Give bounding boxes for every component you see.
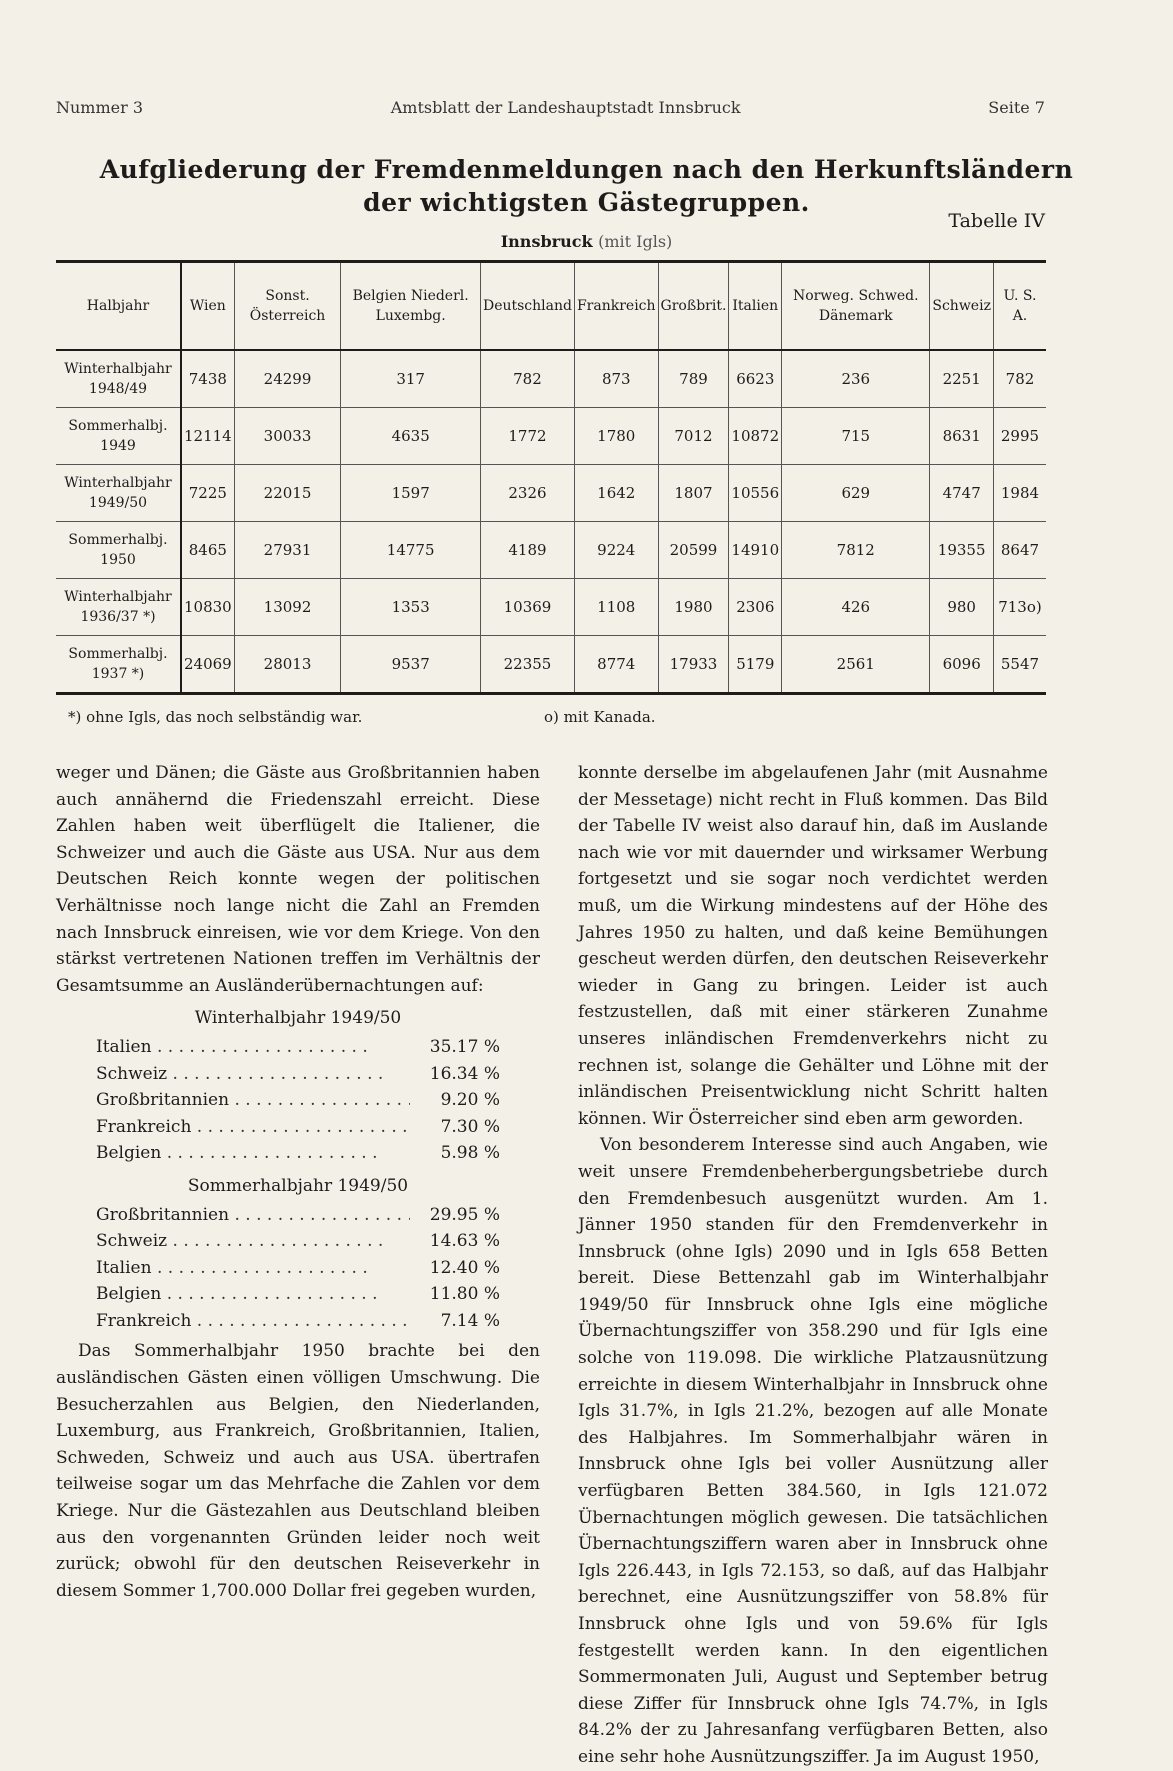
issue-number: Nummer 3 bbox=[56, 98, 144, 117]
table-cell: 9224 bbox=[574, 522, 658, 579]
table-cell: 8647 bbox=[993, 522, 1046, 579]
row-period: Winterhalbjahr 1936/37 *) bbox=[56, 579, 181, 636]
winter-share-list bbox=[56, 1005, 540, 1167]
row-period: Sommerhalbj. 1949 bbox=[56, 408, 181, 465]
table-cell: 4635 bbox=[341, 408, 481, 465]
table-cell: 27931 bbox=[234, 522, 341, 579]
list-item: Italien . . . 12.40 % bbox=[56, 1255, 540, 1282]
table-cell: 14775 bbox=[341, 522, 481, 579]
paragraph: weger und Dänen; die Gäste aus Großbritannien haben auch annähernd die Friedenszahl erreicht. Diese Zahlen haben weit überflügelt die Italiener, die Schweizer und auch die Gäste aus USA. Nur aus dem Deutschen Reich konnte wegen der politischen Verhältnisse noch lange nicht die Zahl an Fremden nach Innsbruck einreisen, wie vor dem Kriege. Von den stärkst vertretenen Nationen treffen im Verhältnis der Gesamtsumme an Ausländerübernachtungen auf: bbox=[56, 763, 540, 996]
table-cell: 2251 bbox=[930, 350, 994, 408]
table-cell: 1980 bbox=[658, 579, 729, 636]
row-period: Sommerhalbj. 1937 *) bbox=[56, 636, 181, 694]
table-cell: 14910 bbox=[729, 522, 782, 579]
header-benelux: Belgien Niederl. Luxembg. bbox=[341, 262, 481, 351]
page-number: Seite 7 bbox=[988, 98, 1045, 117]
table-cell: 8465 bbox=[181, 522, 234, 579]
table-cell: 4747 bbox=[930, 465, 994, 522]
footnote-circle: o) mit Kanada. bbox=[544, 708, 656, 726]
list-item: Schweiz . . . 14.63 % bbox=[56, 1228, 540, 1255]
header-usa: U. S. A. bbox=[993, 262, 1046, 351]
table-cell: 7812 bbox=[782, 522, 930, 579]
table-row bbox=[56, 408, 1046, 465]
table-cell: 1772 bbox=[480, 408, 574, 465]
table-cell: 28013 bbox=[234, 636, 341, 694]
table-cell: 10872 bbox=[729, 408, 782, 465]
table-cell: 10556 bbox=[729, 465, 782, 522]
table-cell: 1807 bbox=[658, 465, 729, 522]
table-cell: 1108 bbox=[574, 579, 658, 636]
table-cell: 789 bbox=[658, 350, 729, 408]
footnote-star: *) ohne Igls, das noch selbständig war. bbox=[68, 708, 363, 726]
table-row bbox=[56, 522, 1046, 579]
table-cell: 713o) bbox=[993, 579, 1046, 636]
table-header-row bbox=[56, 262, 1046, 351]
table-cell: 2995 bbox=[993, 408, 1046, 465]
table-cell: 19355 bbox=[930, 522, 994, 579]
header-italien: Italien bbox=[729, 262, 782, 351]
table-row bbox=[56, 579, 1046, 636]
header-wien: Wien bbox=[181, 262, 234, 351]
table-cell: 7438 bbox=[181, 350, 234, 408]
list-item: Frankreich . . . 7.14 % bbox=[56, 1308, 540, 1335]
header-grossbritannien: Großbrit. bbox=[658, 262, 729, 351]
table-cell: 10369 bbox=[480, 579, 574, 636]
origin-countries-table bbox=[56, 260, 1046, 695]
subtitle-note: (mit Igls) bbox=[598, 232, 673, 251]
table-cell: 17933 bbox=[658, 636, 729, 694]
table-cell: 236 bbox=[782, 350, 930, 408]
list-item: Belgien . . . 11.80 % bbox=[56, 1281, 540, 1308]
row-period: Winterhalbjahr 1949/50 bbox=[56, 465, 181, 522]
table-cell: 20599 bbox=[658, 522, 729, 579]
header-skandinavien: Norweg. Schwed. Dänemark bbox=[782, 262, 930, 351]
table-cell: 2326 bbox=[480, 465, 574, 522]
running-header bbox=[56, 98, 1045, 117]
table-cell: 6096 bbox=[930, 636, 994, 694]
list-item: Schweiz . . . 16.34 % bbox=[56, 1061, 540, 1088]
table-row bbox=[56, 465, 1046, 522]
table-cell: 24299 bbox=[234, 350, 341, 408]
header-deutschland: Deutschland bbox=[480, 262, 574, 351]
summer-share-list bbox=[56, 1173, 540, 1335]
table-cell: 8631 bbox=[930, 408, 994, 465]
left-column bbox=[56, 760, 540, 1604]
summer-heading: Sommerhalbjahr 1949/50 bbox=[187, 1175, 409, 1196]
table-cell: 8774 bbox=[574, 636, 658, 694]
title-line-2: der wichtigsten Gästegruppen. bbox=[363, 188, 810, 217]
row-period: Sommerhalbj. 1950 bbox=[56, 522, 181, 579]
table-cell: 4189 bbox=[480, 522, 574, 579]
paragraph: Von besonderem Interesse sind auch Angaben, wie weit unsere Fremdenbeherbergungsbetriebe durch den Fremdenbesuch ausgenützt wurden. Am 1. Jänner 1950 standen für den Fremdenverkehr in Innsbruck (ohne Igls) 2090 und in Igls 658 Betten bereit. Diese Bettenzahl gab im Winterhalbjahr 1949/50 für Innsbruck ohne Igls eine mögliche Übernachtungsziffer von 358.290 und für Igls eine solche von 119.098. Die wirkliche Platzausnützung erreichte in diesem Winterhalbjahr in Innsbruck ohne Igls 31.7%, in Igls 21.2%, bezogen auf alle Monate des Halbjahres. Im Sommerhalbjahr wären in Innsbruck ohne Igls bei voller Ausnützung aller verfügbaren Betten 384.560, in Igls 121.072 Übernachtungen möglich gewesen. Die tatsächlichen Übernachtungsziffern waren aber in Innsbruck ohne Igls 226.443, in Igls 72.153, so daß, auf das Halbjahr berechnet, eine Ausnützungsziffer von 58.8% für Innsbruck ohne Igls und von 59.6% für Igls festgestellt werden kann. In den eigentlichen Sommermonaten Juli, August und September betrug diese Ziffer für Innsbruck ohne Igls 74.7%, in Igls 84.2% der zu Jahresanfang verfügbaren Betten, also eine sehr hohe Ausnützungsziffer. Ja im August 1950, bbox=[578, 1135, 1048, 1767]
table-cell: 6623 bbox=[729, 350, 782, 408]
table-cell: 22015 bbox=[234, 465, 341, 522]
table-cell: 5179 bbox=[729, 636, 782, 694]
row-period: Winterhalbjahr 1948/49 bbox=[56, 350, 181, 408]
list-item: Frankreich . . . 7.30 % bbox=[56, 1114, 540, 1141]
table-cell: 10830 bbox=[181, 579, 234, 636]
table-cell: 9537 bbox=[341, 636, 481, 694]
list-item: Großbritannien . . . 9.20 % bbox=[56, 1087, 540, 1114]
table-cell: 980 bbox=[930, 579, 994, 636]
header-schweiz: Schweiz bbox=[930, 262, 994, 351]
table-cell: 1642 bbox=[574, 465, 658, 522]
table-cell: 317 bbox=[341, 350, 481, 408]
table-cell: 7225 bbox=[181, 465, 234, 522]
table-cell: 5547 bbox=[993, 636, 1046, 694]
table-cell: 24069 bbox=[181, 636, 234, 694]
table-footnotes bbox=[68, 708, 968, 726]
table-subtitle bbox=[0, 232, 1173, 251]
title-line-1: Aufgliederung der Fremdenmeldungen nach den Herkunftsländern bbox=[99, 155, 1074, 184]
table-cell: 782 bbox=[480, 350, 574, 408]
table-row bbox=[56, 350, 1046, 408]
table-cell: 1780 bbox=[574, 408, 658, 465]
winter-heading: Winterhalbjahr 1949/50 bbox=[194, 1008, 402, 1029]
list-item: Belgien . . . 5.98 % bbox=[56, 1140, 540, 1167]
paragraph: Das Sommerhalbjahr 1950 brachte bei den ausländischen Gästen einen völligen Umschwung. Die Besucherzahlen aus Belgien, den Niederlanden, Luxemburg, aus Frankreich, Großbritannien, Italien, Schweden, Schweiz und auch aus USA. übertrafen teilweise sogar um das Mehrfache die Zahlen vor dem Kriege. Nur die Gästezahlen aus Deutschland bleiben aus den vorgenannten Gründen leider noch weit zurück; obwohl für den deutschen Reiseverkehr in diesem Sommer 1,700.000 Dollar frei gegeben wurden, bbox=[56, 1341, 540, 1601]
table-cell: 873 bbox=[574, 350, 658, 408]
right-column bbox=[578, 760, 1048, 1771]
table-cell: 2306 bbox=[729, 579, 782, 636]
table-cell: 715 bbox=[782, 408, 930, 465]
table-cell: 12114 bbox=[181, 408, 234, 465]
header-frankreich: Frankreich bbox=[574, 262, 658, 351]
table-cell: 30033 bbox=[234, 408, 341, 465]
table-cell: 7012 bbox=[658, 408, 729, 465]
table-cell: 1984 bbox=[993, 465, 1046, 522]
list-item: Großbritannien . . . 29.95 % bbox=[56, 1202, 540, 1229]
table-cell: 1597 bbox=[341, 465, 481, 522]
table-label: Tabelle IV bbox=[948, 210, 1045, 232]
list-item: Italien . . . 35.17 % bbox=[56, 1034, 540, 1061]
header-halbjahr: Halbjahr bbox=[56, 262, 181, 351]
table-cell: 1353 bbox=[341, 579, 481, 636]
publication-title: Amtsblatt der Landeshauptstadt Innsbruck bbox=[390, 98, 741, 117]
table-cell: 22355 bbox=[480, 636, 574, 694]
subtitle-city: Innsbruck bbox=[500, 232, 593, 251]
table-cell: 629 bbox=[782, 465, 930, 522]
table-row bbox=[56, 636, 1046, 694]
table-cell: 13092 bbox=[234, 579, 341, 636]
table-cell: 782 bbox=[993, 350, 1046, 408]
table-cell: 2561 bbox=[782, 636, 930, 694]
table-cell: 426 bbox=[782, 579, 930, 636]
paragraph: konnte derselbe im abgelaufenen Jahr (mit Ausnahme der Messetage) nicht recht in Fluß kommen. Das Bild der Tabelle IV weist also darauf hin, daß im Auslande nach wie vor mit dauernder und wirksamer Werbung fortgesetzt und sie sogar noch verdichtet werden muß, um die Wirkung mindestens auf der Höhe des Jahres 1950 zu halten, und daß keine Bemühungen gescheut werden dürfen, den deutschen Reiseverkehr wieder in Gang zu bringen. Leider ist auch festzustellen, daß mit einer stärkeren Zunahme unseres inländischen Fremdenverkehrs nicht zu rechnen ist, solange die Gehälter und Löhne mit der inländischen Preisentwicklung nicht Schritt halten können. Wir Österreicher sind eben arm geworden. bbox=[578, 763, 1048, 1129]
header-sonst-oesterreich: Sonst. Österreich bbox=[234, 262, 341, 351]
